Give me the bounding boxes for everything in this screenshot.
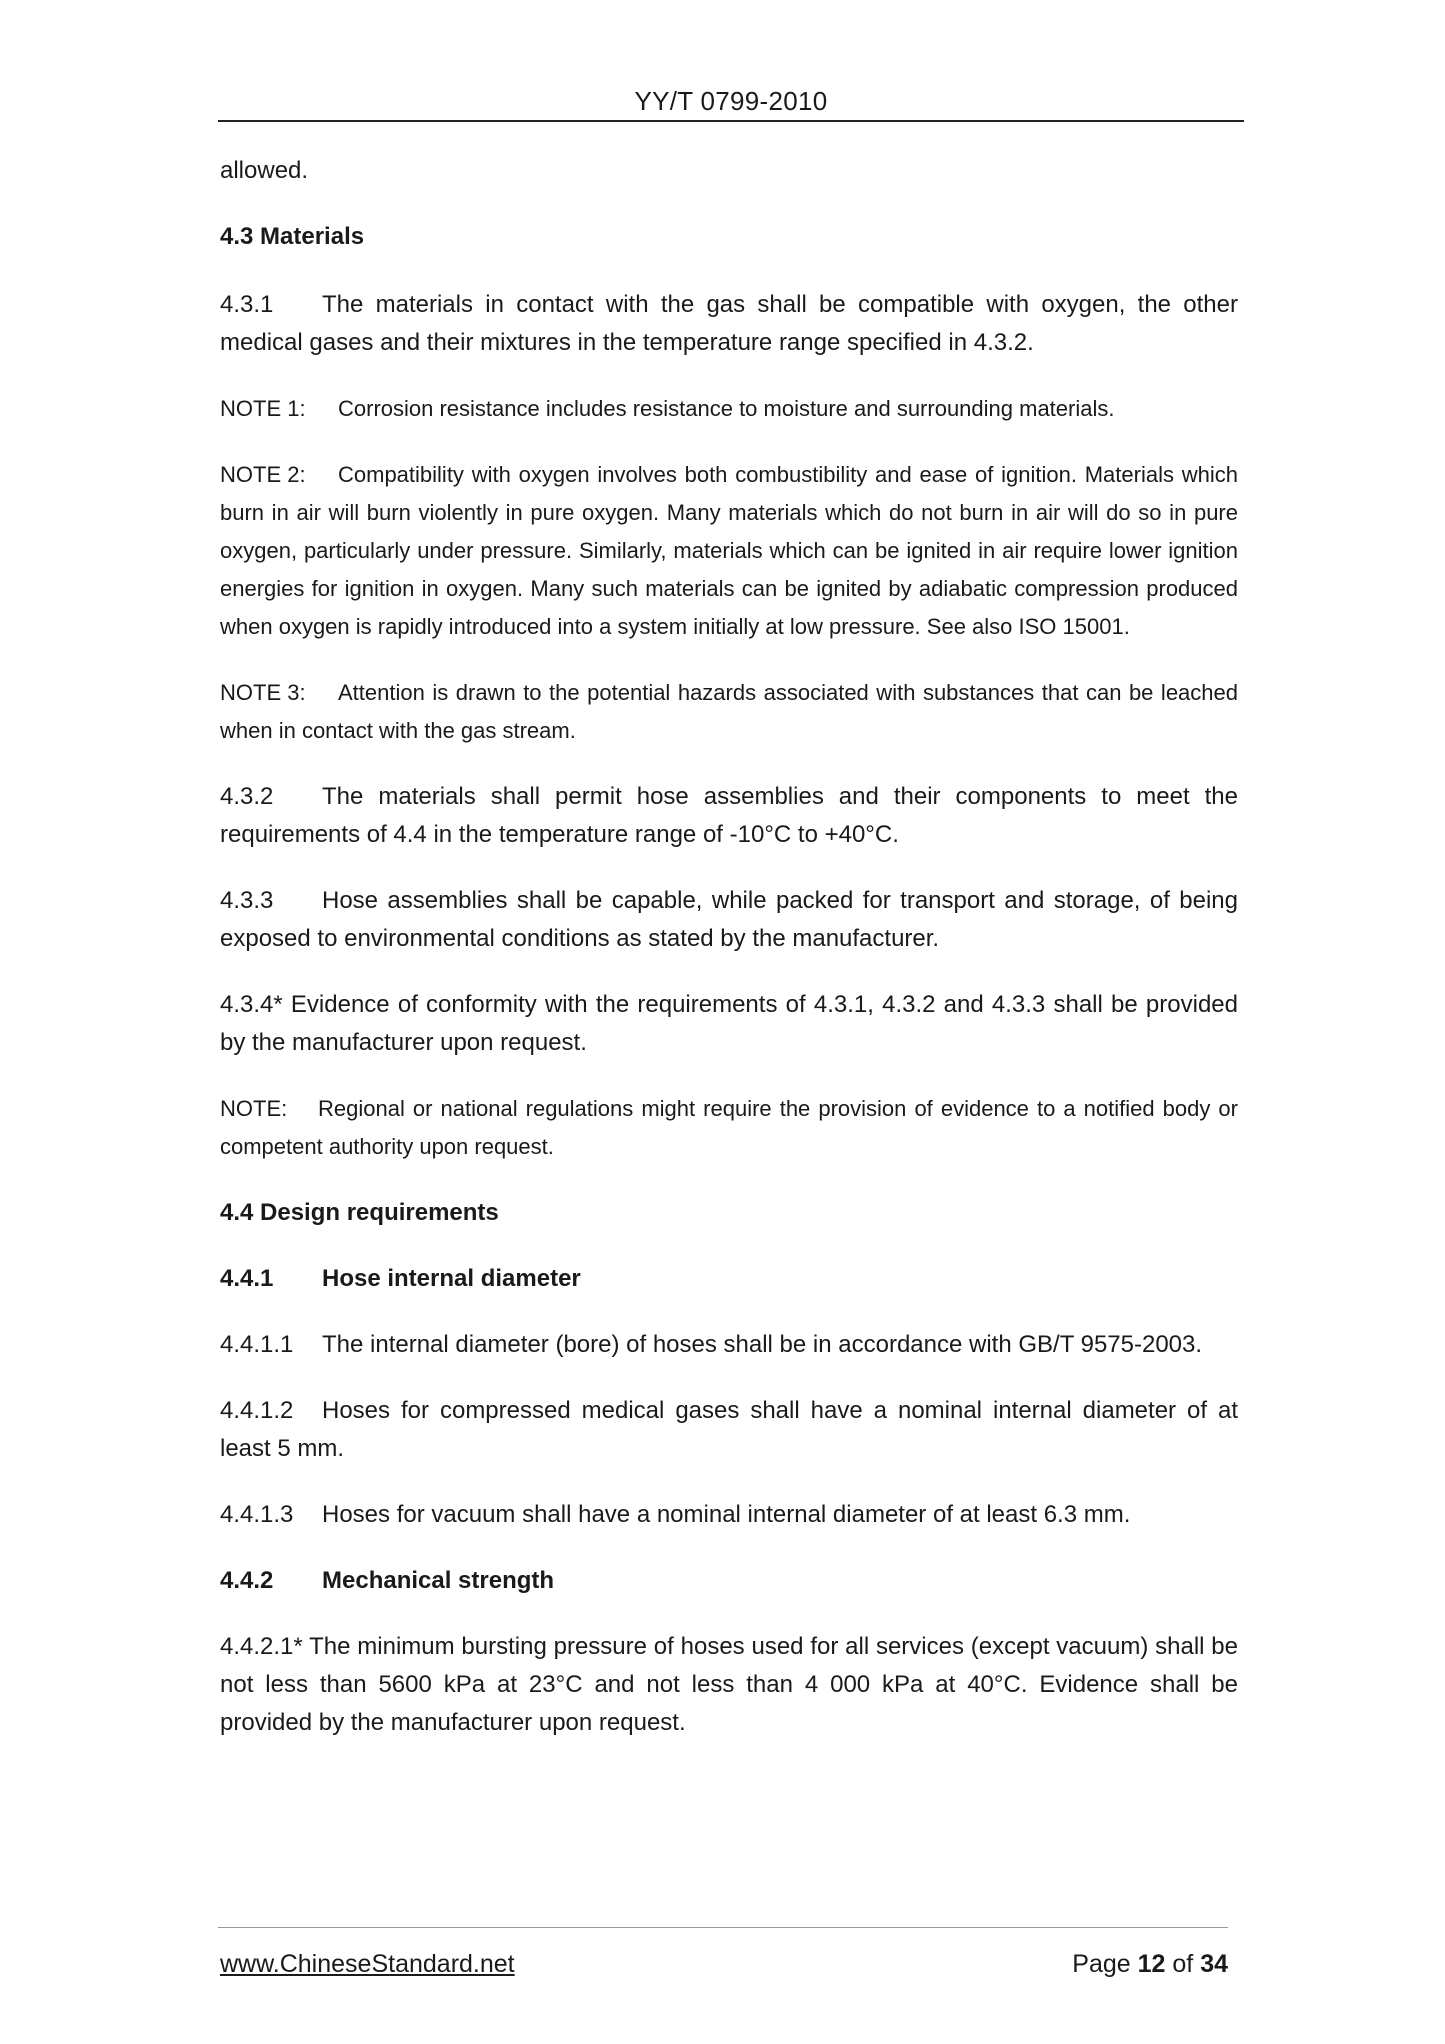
page-of: of: [1172, 1950, 1194, 1978]
clause-number: 4.3.2: [220, 783, 274, 810]
note-label: NOTE 3:: [220, 680, 306, 705]
clause-text: Hoses for compressed medical gases shall have a nominal internal diameter of at least 5 mm.: [220, 1397, 1238, 1462]
note-text: Regional or national regulations might require the provision of evidence to a notified body or competent authority upon request.: [220, 1096, 1238, 1159]
note-text: Compatibility with oxygen involves both combustibility and ease of ignition. Materials which burn in air will burn violently in pure oxygen. Many materials which do not burn in air will do so in pure oxygen, particularly under pressure. Similarly, materials which can be ignited in air require lower ignition energies for ignition in oxygen. Many such materials can be ignited by adiabatic compression produced when oxygen is rapidly introduced into a system initially at low pressure. See also ISO 15001.: [220, 462, 1238, 639]
clause-4-3-3: [220, 882, 1238, 958]
section-heading-4-4: 4.4 Design requirements: [220, 1199, 499, 1226]
page-number: [1072, 1950, 1228, 1979]
note-text: Attention is drawn to the potential hazards associated with substances that can be leached when in contact with the gas stream.: [220, 680, 1238, 743]
page-total: 34: [1200, 1950, 1228, 1978]
website-link[interactable]: www.ChineseStandard.net: [220, 1950, 515, 1978]
clause-number: 4.4.1.2: [220, 1397, 294, 1424]
page-current: 12: [1137, 1950, 1166, 1978]
note-label: NOTE 2:: [220, 462, 306, 487]
header-title: YY/T 0799-2010: [634, 86, 828, 116]
heading-text: Hose internal diameter: [322, 1265, 581, 1292]
heading-number: 4.4.2: [220, 1567, 274, 1594]
subsection-heading-4-4-1: [220, 1260, 1238, 1298]
note-2: [220, 456, 1238, 646]
note-text: Corrosion resistance includes resistance to moisture and surrounding materials.: [338, 396, 1115, 421]
clause-number: 4.4.1.3: [220, 1501, 294, 1528]
note-label: NOTE:: [220, 1096, 288, 1121]
page-content: [220, 152, 1238, 1742]
heading-text: Mechanical strength: [322, 1567, 555, 1594]
note-3: [220, 674, 1238, 750]
note-regional: [220, 1090, 1238, 1166]
footer-divider: [218, 1927, 1228, 1928]
page-prefix: Page: [1072, 1950, 1131, 1978]
clause-4-3-4: 4.3.4* Evidence of conformity with the requirements of 4.3.1, 4.3.2 and 4.3.3 shall be provided by the manufacturer upon request.: [220, 991, 1238, 1056]
clause-4-3-2: [220, 778, 1238, 854]
clause-4-3-1: [220, 286, 1238, 362]
clause-4-4-1-3: [220, 1496, 1238, 1534]
note-1: [220, 390, 1238, 428]
clause-number: 4.3.1: [220, 291, 274, 318]
subsection-heading-4-4-2: [220, 1562, 1238, 1600]
clause-text: The materials shall permit hose assemblies and their components to meet the requirements of 4.4 in the temperature range of -10°C to +40°C.: [220, 783, 1238, 848]
clause-text: The internal diameter (bore) of hoses shall be in accordance with GB/T 9575-2003.: [322, 1331, 1203, 1358]
clause-number: 4.3.3: [220, 887, 274, 914]
continued-text: allowed.: [220, 157, 309, 184]
clause-text: Hose assemblies shall be capable, while packed for transport and storage, of being exposed to environmental conditions as stated by the manufacturer.: [220, 887, 1238, 952]
clause-number: 4.4.1.1: [220, 1331, 294, 1358]
section-heading-4-3: 4.3 Materials: [220, 223, 365, 250]
header-divider: [218, 120, 1244, 122]
heading-number: 4.4.1: [220, 1265, 274, 1292]
clause-text: The materials in contact with the gas shall be compatible with oxygen, the other medical gases and their mixtures in the temperature range specified in 4.3.2.: [220, 291, 1238, 356]
clause-text: Hoses for vacuum shall have a nominal internal diameter of at least 6.3 mm.: [322, 1501, 1131, 1528]
clause-4-4-2-1: 4.4.2.1* The minimum bursting pressure of hoses used for all services (except vacuum) shall be not less than 5600 kPa at 23°C and not less than 4 000 kPa at 40°C. Evidence shall be provided by the manufacturer upon request.: [220, 1633, 1238, 1736]
note-label: NOTE 1:: [220, 396, 306, 421]
clause-4-4-1-1: [220, 1326, 1238, 1364]
clause-4-4-1-2: [220, 1392, 1238, 1468]
